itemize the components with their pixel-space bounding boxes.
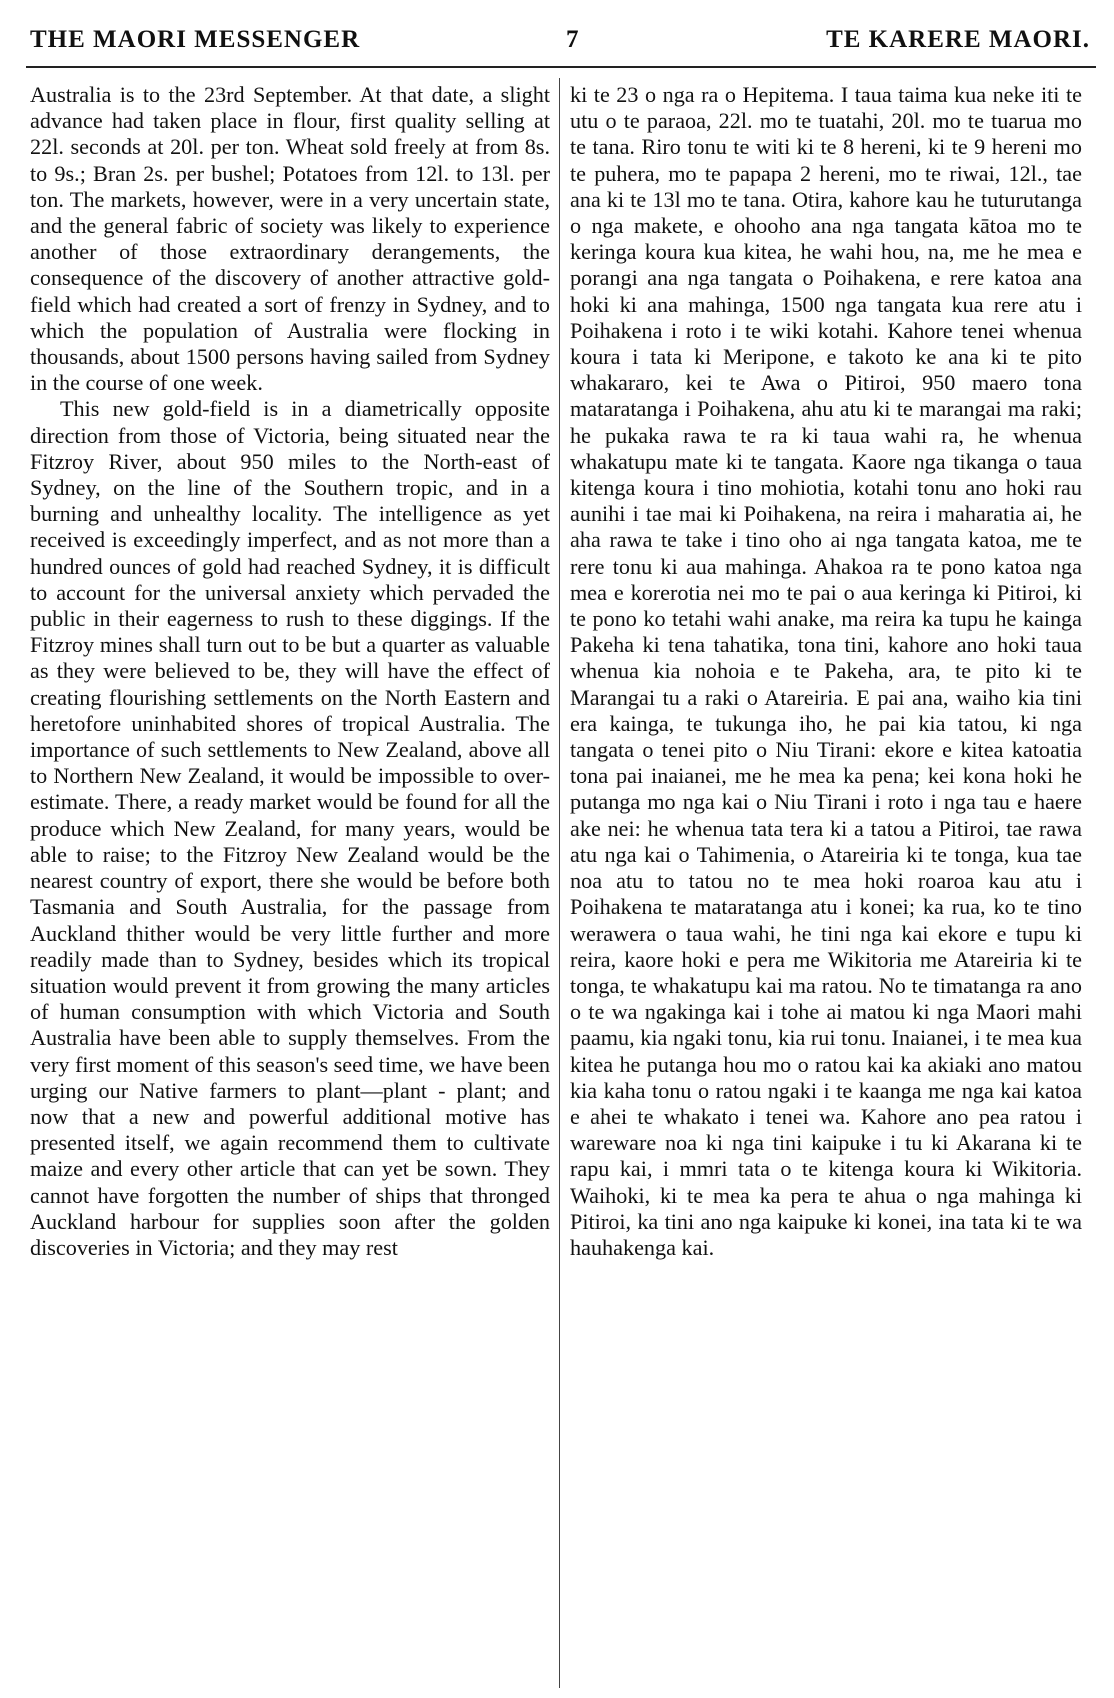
maori-paragraph-1: ki te 23 o nga ra o Hepitema. I taua taima kua neke iti te utu o te paraoa, 22l. mo te tuatahi, 20l. mo te tuarua mo te tana. Riro tonu te witi ki te 8 hereni, ki te 9 hereni mo te puhera, mo te papapa 2 hereni, mo te riwai, 12l., tae ana ki te 13l mo te tana. Otira, kahore kau he tuturutanga o nga makete, e ohooho ana nga tangata kātoa mo te keringa koura kua kitea, he wahi hou, na, me he mea e porangi ana nga tangata o Poihakena, e rere katoa ana hoki ki ana mahinga, 1500 nga tangata kua rere atu i Poihakena i roto i te wiki kotahi. Kahore tenei whenua koura i tata ki Meripone, e takoto ke ana ki te pito whakararo, kei te Awa o Pitiroi, 950 maero tona mataratanga i Poihakena, ahu atu ki te marangai ma raki; he pukaka rawa te ra ki taua wahi ra, he whenua whakatupu mate ki te tangata. Kaore nga tikanga o taua kitenga koura i tino mohiotia, kotahi tonu ano hoki rau aunihi i tae mai ki Poihakena, na reira i maharatia ai, he aha rawa te take i tino oho ai nga tangata katoa, me te rere tonu ki aua mahinga. Ahakoa ra te pono katoa nga mea e korerotia nei mo te pai o aua keringa ki Pitiroi, ki te pono ko tetahi wahi anake, ma reira ka tupu he kainga Pakeha ki tena tahatika, tona tini, kahore ano hoki taua whenua kia nohoia e te Pakeha, ara, te pito ki te Marangai tu a raki o Atareiria. E pai ana, waiho kia tini era kainga, te tukunga iho, he pai kia tatou, ki nga tangata o tenei pito o Niu Tirani: ekore e kitea katoatia tona pai inaianei, me he mea ka pena; kei kona hoki he putanga mo nga kai o Niu Tirani i roto i nga tau e haere ake nei: he whenua tata tera ki a tatou a Pitiroi, tae rawa atu nga kai o Tahimenia, o Atareiria ki te tonga, kua tae noa atu to tatou no te mea hoki roaroa kau atu i Poihakena te mataratanga atu i konei; ka rua, ko te tino werawera o taua wahi, he tini nga kai ekore e tupu ki reira, kaore hoki e pera me Wikitoria me Atareiria ki te tonga, te whakatupu kai ma ratou. No te timatanga ra ano o te wa ngakinga kai i tohe ai matou ki nga Maori mahi paamu, kia ngaki tonu, kia rui tonu. Inaianei, i te mea kua kitea he putanga hou mo o ratou kai ka akiaki ano matou kia kaha tonu o ratou ngaki i te kaanga me nga kai katoa e ahei te whakato i tenei wa. Kahore ano pea ratou i wareware noa ki nga tini kaipuke i tu ki Akarana ki te rapu kai, i mmri tata o te kitenga koura ki Wikitoria. Waihoki, ki te mea ka pera te ahua o nga mahinga ki Pitiroi, ka tini ano nga kaipuke ki konei, ina tata ki te wa hauhakenga kai.	[570, 82, 1082, 1260]
column-divider	[559, 78, 560, 1688]
maori-column	[570, 82, 1082, 1682]
english-paragraph-1: Australia is to the 23rd September. At that date, a slight advance had taken place in flour, first quality selling at 22l. seconds at 20l. per ton. Wheat sold freely at from 8s. to 9s.; Bran 2s. per bushel; Potatoes from 12l. to 13l. per ton. The markets, however, were in a very uncertain state, and the general fabric of society was likely to experience another of those extraordinary derangements, the consequence of the discovery of another attractive gold-field which had created a sort of frenzy in Sydney, and to which the population of Australia were flocking in thousands, about 1500 persons having sailed from Sydney in the course of one week.	[30, 82, 550, 396]
page-header	[26, 20, 1094, 60]
page-number: 7	[566, 26, 580, 53]
english-column	[30, 82, 550, 1682]
header-maori-title: TE KARERE MAORI.	[826, 26, 1090, 53]
english-paragraph-2: This new gold-field is in a diametrically opposite direction from those of Victoria, being situated near the Fitzroy River, about 950 miles to the North-east of Sydney, on the line of the Southern tropic, and in a burning and unhealthy locality. The intelligence as yet received is exceedingly imperfect, and as not more than a hundred ounces of gold had reached Sydney, it is difficult to account for the universal anxiety which pervaded the public in their eagerness to rush to these diggings. If the Fitzroy mines shall turn out to be but a quarter as valuable as they were believed to be, they will have the effect of creating flourishing settlements on the North Eastern and heretofore uninhabited shores of tropical Australia. The importance of such settlements to New Zealand, above all to Northern New Zealand, it would be impossible to over-estimate. There, a ready market would be found for all the produce which New Zealand, for many years, would be able to raise; to the Fitzroy New Zealand would be the nearest country of export, there she would be before both Tasmania and South Australia, for the passage from Auckland thither would be very little further and more readily made than to Sydney, besides which its tropical situation would prevent it from growing the many articles of human consumption with which Victoria and South Australia have been able to supply themselves. From the very first moment of this season's seed time, we have been urging our Native farmers to plant—plant - plant; and now that a new and powerful additional motive has presented itself, we again recommend them to cultivate maize and every other article that can yet be sown. They cannot have forgotten the number of ships that thronged Auckland harbour for supplies soon after the golden discoveries in Victoria; and they may rest	[30, 396, 550, 1260]
header-english-title: THE MAORI MESSENGER	[30, 26, 361, 53]
header-rule	[26, 66, 1096, 68]
